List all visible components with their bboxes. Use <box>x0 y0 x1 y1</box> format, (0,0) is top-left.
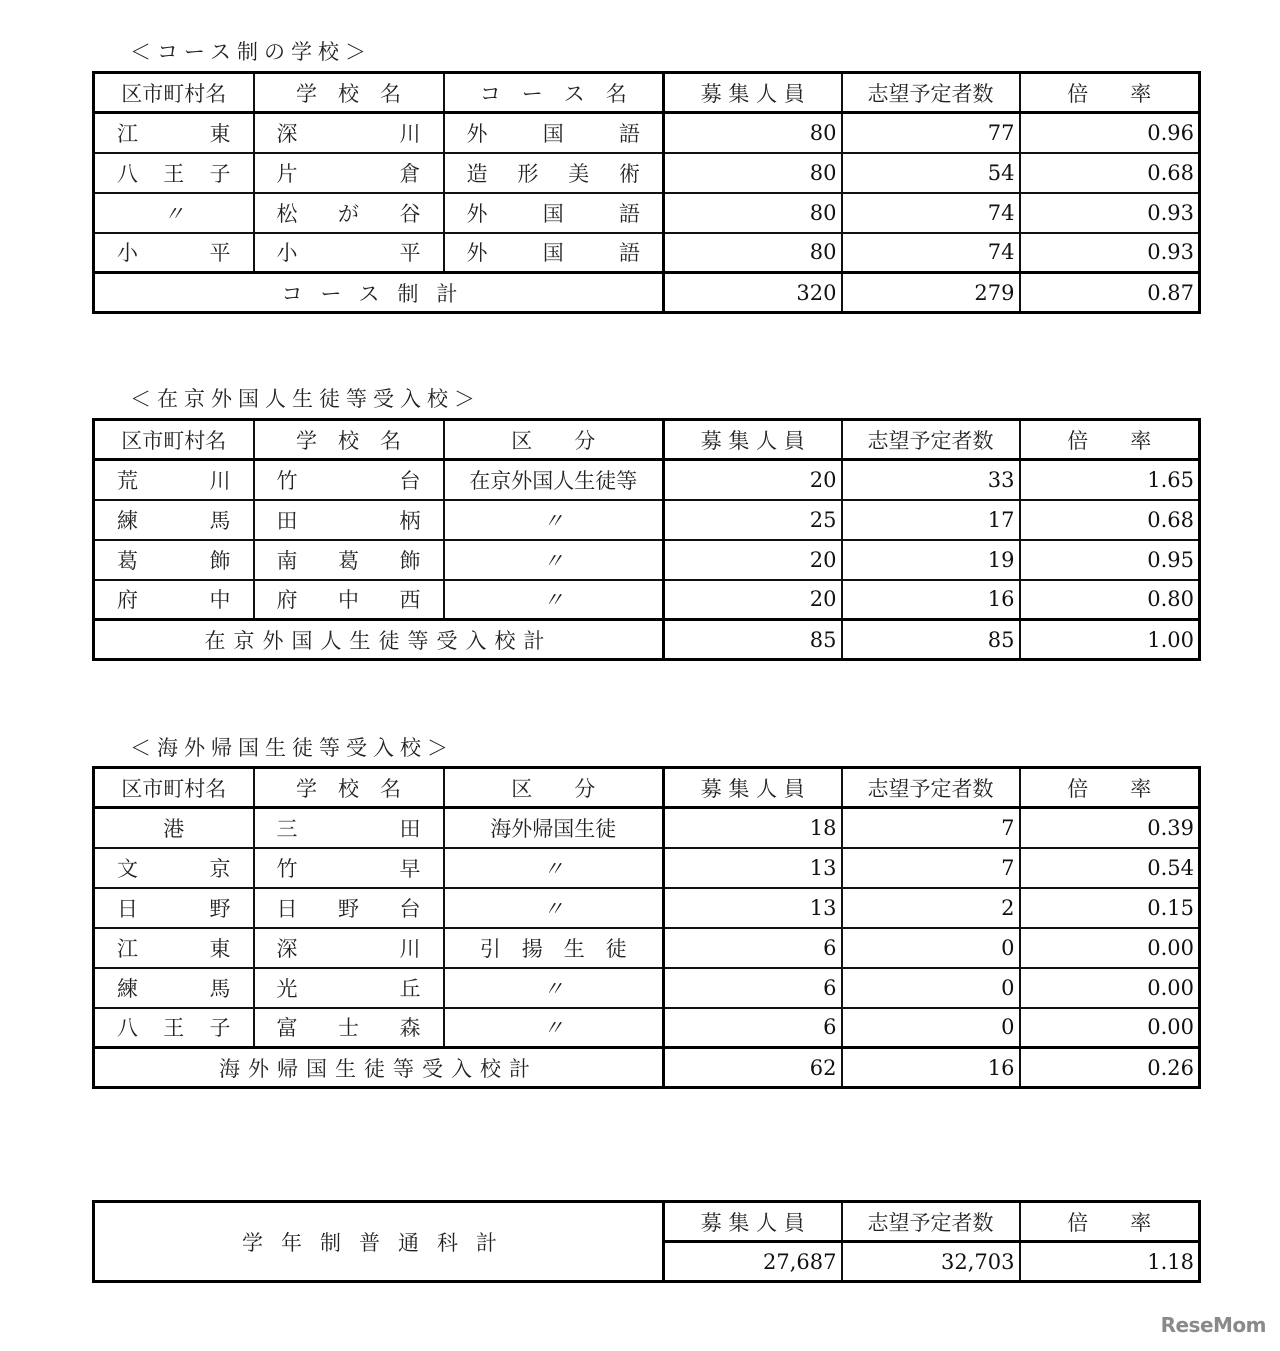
school-cell <box>254 113 444 153</box>
district-cell <box>94 848 254 888</box>
grand-total-ratio: 1.18 <box>1020 1242 1200 1282</box>
ratio-cell: 0.80 <box>1020 580 1200 620</box>
course-cell-char: 国 <box>542 241 564 266</box>
capacity-cell: 6 <box>664 968 842 1008</box>
total-capacity: 62 <box>664 1048 842 1088</box>
table-row <box>94 888 1200 928</box>
header-school: 学 校 名 <box>254 420 444 460</box>
table-row <box>94 580 1200 620</box>
ratio-cell: 0.95 <box>1020 540 1200 580</box>
header-ratio: 倍 率 <box>1020 420 1200 460</box>
table-total-row <box>94 273 1200 313</box>
category-cell: 引 揚 生 徒 <box>444 928 664 968</box>
applicants-cell: 0 <box>842 968 1020 1008</box>
school-cell-char: 森 <box>399 1016 421 1041</box>
course-cell-char: 造 <box>466 161 488 186</box>
grand-total-table <box>92 1200 1201 1283</box>
applicants-cell: 74 <box>842 233 1020 273</box>
category-cell: 〃 <box>444 580 664 620</box>
district-cell <box>94 500 254 540</box>
district-cell-char: 馬 <box>209 508 231 533</box>
school-cell-char: 川 <box>399 121 421 146</box>
school-cell-char: 三 <box>276 816 298 841</box>
applicants-cell: 0 <box>842 928 1020 968</box>
total-ratio: 1.00 <box>1020 620 1200 660</box>
capacity-cell: 20 <box>664 460 842 500</box>
school-cell-char: 川 <box>399 936 421 961</box>
district-cell-char: 江 <box>117 121 138 146</box>
school-cell-char: 士 <box>338 1016 359 1041</box>
total-capacity: 85 <box>664 620 842 660</box>
total-ratio: 0.87 <box>1020 273 1200 313</box>
school-cell-char: 田 <box>276 508 298 533</box>
school-cell <box>254 500 444 540</box>
table-header-row <box>94 420 1200 460</box>
district-cell-char: 府 <box>117 588 138 613</box>
ratio-cell: 0.93 <box>1020 233 1200 273</box>
district-cell-char: 練 <box>117 976 138 1001</box>
ratio-cell: 0.54 <box>1020 848 1200 888</box>
district-cell <box>94 808 254 848</box>
school-cell-char: 谷 <box>399 201 421 226</box>
school-cell <box>254 233 444 273</box>
total-ratio: 0.26 <box>1020 1048 1200 1088</box>
district-cell-char: 葛 <box>117 548 138 573</box>
district-cell <box>94 888 254 928</box>
school-cell-char: 平 <box>399 241 421 266</box>
school-cell <box>254 580 444 620</box>
course-cell-char: 国 <box>542 201 564 226</box>
school-cell-char: 田 <box>399 816 421 841</box>
school-cell-char: 富 <box>276 1016 298 1041</box>
applicants-cell: 33 <box>842 460 1020 500</box>
course-cell-char: 国 <box>542 121 564 146</box>
school-cell-char: 光 <box>276 976 298 1001</box>
school-cell <box>254 1008 444 1048</box>
school-cell-char: 松 <box>276 201 298 226</box>
category-cell: 〃 <box>444 540 664 580</box>
capacity-cell: 80 <box>664 153 842 193</box>
district-cell-char: 文 <box>117 856 138 881</box>
table-row <box>94 540 1200 580</box>
header-district: 区市町村名 <box>94 73 254 113</box>
district-cell-char: 平 <box>209 241 231 266</box>
ratio-cell: 0.00 <box>1020 1008 1200 1048</box>
school-cell-char: 倉 <box>399 161 421 186</box>
category-cell: 〃 <box>444 848 664 888</box>
returnee-students-table <box>92 766 1201 1089</box>
applicants-cell: 2 <box>842 888 1020 928</box>
header-applicants: 志望予定者数 <box>842 420 1020 460</box>
district-cell-char: 京 <box>209 856 231 881</box>
applicants-cell: 77 <box>842 113 1020 153</box>
category-cell: 〃 <box>444 968 664 1008</box>
capacity-cell: 80 <box>664 113 842 153</box>
school-cell-char: 台 <box>399 468 421 493</box>
header-school: 学 校 名 <box>254 768 444 808</box>
course-cell-char: 美 <box>568 161 590 186</box>
category-cell: 在京外国人生徒等 <box>444 460 664 500</box>
course-cell <box>444 113 664 153</box>
capacity-cell: 13 <box>664 848 842 888</box>
table-row <box>94 113 1200 153</box>
school-cell <box>254 460 444 500</box>
district-cell <box>94 580 254 620</box>
header-ratio: 倍 率 <box>1020 768 1200 808</box>
total-applicants: 279 <box>842 273 1020 313</box>
table-total-row <box>94 1048 1200 1088</box>
course-cell-char: 術 <box>618 161 640 186</box>
school-cell-char: 小 <box>276 241 298 266</box>
district-cell-text: 港 <box>163 816 185 841</box>
district-cell-char: 子 <box>209 161 231 186</box>
table-row <box>94 193 1200 233</box>
table-header-row <box>94 768 1200 808</box>
district-cell-char: 中 <box>209 588 231 613</box>
ratio-cell: 0.96 <box>1020 113 1200 153</box>
school-cell <box>254 968 444 1008</box>
district-cell <box>94 233 254 273</box>
district-cell <box>94 113 254 153</box>
ratio-cell: 1.65 <box>1020 460 1200 500</box>
applicants-cell: 54 <box>842 153 1020 193</box>
district-cell-char: 荒 <box>117 468 138 493</box>
school-cell-char: 深 <box>276 936 298 961</box>
school-cell-char: 中 <box>338 588 359 613</box>
district-cell-char: 日 <box>117 896 138 921</box>
header-course: コ ー ス 名 <box>444 73 664 113</box>
ratio-cell: 0.68 <box>1020 153 1200 193</box>
capacity-cell: 20 <box>664 540 842 580</box>
district-cell-char: 東 <box>209 121 231 146</box>
district-cell-char: 練 <box>117 508 138 533</box>
school-cell-char: 飾 <box>399 548 421 573</box>
ratio-cell: 0.68 <box>1020 500 1200 540</box>
district-cell <box>94 460 254 500</box>
total-capacity: 320 <box>664 273 842 313</box>
capacity-cell: 6 <box>664 928 842 968</box>
grand-total-label: 学年制普通科計 <box>94 1202 664 1282</box>
district-cell <box>94 968 254 1008</box>
applicants-cell: 16 <box>842 580 1020 620</box>
course-cell-char: 語 <box>619 201 640 226</box>
school-cell-char: 片 <box>276 161 298 186</box>
resemom-logo: ReseMom <box>1160 1313 1266 1337</box>
table-row <box>94 808 1200 848</box>
capacity-cell: 25 <box>664 500 842 540</box>
district-cell-char: 王 <box>163 161 185 186</box>
applicants-cell: 74 <box>842 193 1020 233</box>
header-applicants: 志望予定者数 <box>842 768 1020 808</box>
school-cell-char: 日 <box>276 896 298 921</box>
school-cell-char: 葛 <box>338 548 359 573</box>
ratio-cell: 0.39 <box>1020 808 1200 848</box>
table-row <box>94 848 1200 888</box>
school-cell-char: 深 <box>276 121 298 146</box>
applicants-cell: 0 <box>842 1008 1020 1048</box>
school-cell <box>254 193 444 233</box>
applicants-cell: 7 <box>842 848 1020 888</box>
capacity-cell: 6 <box>664 1008 842 1048</box>
course-cell-char: 語 <box>619 121 640 146</box>
table-row <box>94 928 1200 968</box>
school-cell-char: が <box>338 201 359 226</box>
ratio-cell: 0.00 <box>1020 928 1200 968</box>
district-cell-char: 八 <box>117 161 138 186</box>
district-cell <box>94 1008 254 1048</box>
header-applicants: 志望予定者数 <box>842 73 1020 113</box>
course-cell-char: 外 <box>466 201 488 226</box>
header-capacity: 募 集 人 員 <box>664 768 842 808</box>
school-cell <box>254 848 444 888</box>
ratio-cell: 0.93 <box>1020 193 1200 233</box>
foreign-students-table <box>92 418 1201 661</box>
capacity-cell: 20 <box>664 580 842 620</box>
school-cell <box>254 540 444 580</box>
course-cell <box>444 193 664 233</box>
course-cell-char: 形 <box>517 161 539 186</box>
district-cell <box>94 540 254 580</box>
school-cell <box>254 928 444 968</box>
district-cell-text: 〃 <box>163 201 185 226</box>
school-cell-char: 竹 <box>276 468 298 493</box>
total-applicants: 85 <box>842 620 1020 660</box>
capacity-cell: 80 <box>664 193 842 233</box>
header-ratio: 倍 率 <box>1020 73 1200 113</box>
table-total-row <box>94 620 1200 660</box>
grand-total-applicants: 32,703 <box>842 1242 1020 1282</box>
category-cell: 〃 <box>444 1008 664 1048</box>
header-applicants: 志望予定者数 <box>842 1202 1020 1242</box>
capacity-cell: 80 <box>664 233 842 273</box>
header-capacity: 募 集 人 員 <box>664 1202 842 1242</box>
district-cell-char: 小 <box>117 241 138 266</box>
ratio-cell: 0.00 <box>1020 968 1200 1008</box>
header-category: 区 分 <box>444 420 664 460</box>
header-capacity: 募 集 人 員 <box>664 420 842 460</box>
section-title-foreign-students: ＜在京外国人生徒等受入校＞ <box>130 387 481 411</box>
header-district: 区市町村名 <box>94 768 254 808</box>
course-cell <box>444 233 664 273</box>
applicants-cell: 17 <box>842 500 1020 540</box>
district-cell-char: 王 <box>163 1016 185 1041</box>
school-cell-char: 早 <box>399 856 421 881</box>
header-school: 学 校 名 <box>254 73 444 113</box>
school-cell <box>254 888 444 928</box>
header-capacity: 募 集 人 員 <box>664 73 842 113</box>
total-applicants: 16 <box>842 1048 1020 1088</box>
table-row <box>94 233 1200 273</box>
table-row <box>94 153 1200 193</box>
district-cell-char: 馬 <box>209 976 231 1001</box>
table-header-row <box>94 73 1200 113</box>
grand-total-capacity: 27,687 <box>664 1242 842 1282</box>
header-district: 区市町村名 <box>94 420 254 460</box>
section-title-returnee-students: ＜海外帰国生徒等受入校＞ <box>130 736 454 760</box>
district-cell <box>94 928 254 968</box>
header-category: 区 分 <box>444 768 664 808</box>
district-cell-char: 野 <box>209 896 231 921</box>
school-cell <box>254 153 444 193</box>
school-cell-char: 丘 <box>399 976 421 1001</box>
school-cell-char: 府 <box>276 588 298 613</box>
course-cell-char: 外 <box>466 241 488 266</box>
table-row <box>94 1008 1200 1048</box>
course-cell <box>444 153 664 193</box>
applicants-cell: 19 <box>842 540 1020 580</box>
school-cell <box>254 808 444 848</box>
district-cell <box>94 153 254 193</box>
course-cell-char: 外 <box>466 121 488 146</box>
capacity-cell: 13 <box>664 888 842 928</box>
district-cell <box>94 193 254 233</box>
district-cell-char: 子 <box>209 1016 231 1041</box>
district-cell-char: 八 <box>117 1016 138 1041</box>
school-cell-char: 南 <box>276 548 298 573</box>
header-ratio: 倍 率 <box>1020 1202 1200 1242</box>
school-cell-char: 柄 <box>399 508 421 533</box>
school-cell-char: 台 <box>399 896 421 921</box>
total-label: 在京外国人生徒等受入校計 <box>94 620 664 660</box>
category-cell: 海外帰国生徒 <box>444 808 664 848</box>
table-row <box>94 968 1200 1008</box>
ratio-cell: 0.15 <box>1020 888 1200 928</box>
table-row <box>94 500 1200 540</box>
course-cell-char: 語 <box>619 241 640 266</box>
category-cell: 〃 <box>444 888 664 928</box>
section-title-course-schools: ＜コース制の学校＞ <box>130 40 372 64</box>
school-cell-char: 西 <box>399 588 421 613</box>
district-cell-char: 東 <box>209 936 231 961</box>
total-label: 海外帰国生徒等受入校計 <box>94 1048 664 1088</box>
category-cell: 〃 <box>444 500 664 540</box>
course-schools-table <box>92 71 1201 314</box>
school-cell-char: 野 <box>338 896 359 921</box>
district-cell-char: 飾 <box>209 548 231 573</box>
table-row <box>94 460 1200 500</box>
district-cell-char: 江 <box>117 936 138 961</box>
capacity-cell: 18 <box>664 808 842 848</box>
district-cell-char: 川 <box>209 468 231 493</box>
applicants-cell: 7 <box>842 808 1020 848</box>
total-label: コース制計 <box>94 273 664 313</box>
school-cell-char: 竹 <box>276 856 298 881</box>
